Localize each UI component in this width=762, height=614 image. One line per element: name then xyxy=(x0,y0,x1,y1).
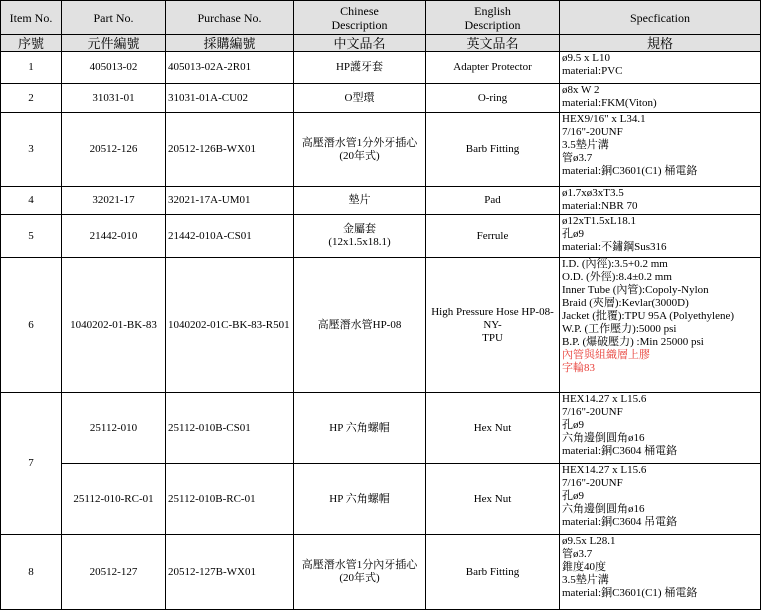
part-no-cell: 405013-02 xyxy=(62,52,166,84)
specification-cell xyxy=(560,215,761,258)
specification-cell xyxy=(560,464,761,535)
header-zh-english-name: 英文品名 xyxy=(426,35,560,52)
spec-line: O.D. (外徑):8.4±0.2 mm xyxy=(562,271,672,283)
spec-line: 7/16"-20UNF xyxy=(562,126,623,138)
table-row xyxy=(1,113,761,187)
header-purchase-no: Purchase No. xyxy=(166,1,294,35)
spec-line: HEX14.27 x L15.6 xyxy=(562,464,647,476)
table-row xyxy=(1,535,761,610)
purchase-no-cell: 405013-02A-2R01 xyxy=(166,52,294,84)
english-description-cell: Hex Nut xyxy=(426,464,560,535)
item-no-cell: 7 xyxy=(1,393,62,535)
spec-line: material:銅C3604 吊電鉻 xyxy=(562,516,678,528)
spec-line: material:銅C3601(C1) 桶電鉻 xyxy=(562,165,698,177)
spec-line: 7/16"-20UNF xyxy=(562,406,623,418)
chinese-description-cell: 墊片 xyxy=(294,187,426,215)
purchase-no-cell: 25112-010B-RC-01 xyxy=(166,464,294,535)
item-no-cell: 3 xyxy=(1,113,62,187)
spec-line: 六角邊倒圓角ø16 xyxy=(562,503,645,515)
spec-note-red: 內管與組織層上膠 xyxy=(562,349,650,361)
spec-line: HEX14.27 x L15.6 xyxy=(562,393,647,405)
specification-cell xyxy=(560,84,761,113)
specification-cell xyxy=(560,535,761,610)
chinese-description-cell: HP 六角螺帽 xyxy=(294,393,426,464)
table-row xyxy=(1,187,761,215)
item-no-cell: 5 xyxy=(1,215,62,258)
purchase-no-cell: 21442-010A-CS01 xyxy=(166,215,294,258)
purchase-no-cell: 32021-17A-UM01 xyxy=(166,187,294,215)
chinese-description-cell: 金屬套 (12x1.5x18.1) xyxy=(294,215,426,258)
header-zh-purchase-no: 採購編號 xyxy=(166,35,294,52)
spec-line: ø9.5x L28.1 xyxy=(562,535,616,547)
table-row xyxy=(1,258,761,393)
spec-line: 3.5墊片溝 xyxy=(562,574,609,586)
table-row xyxy=(1,393,761,464)
header-zh-item-no: 序號 xyxy=(1,35,62,52)
spec-line: material:NBR 70 xyxy=(562,200,638,212)
header-zh-specification: 規格 xyxy=(560,35,761,52)
item-no-cell: 8 xyxy=(1,535,62,610)
spec-line: I.D. (內徑):3.5+0.2 mm xyxy=(562,258,668,270)
spec-line: 孔ø9 xyxy=(562,228,584,240)
chinese-description-cell: HP護牙套 xyxy=(294,52,426,84)
table-row xyxy=(1,215,761,258)
header-zh-part-no: 元件編號 xyxy=(62,35,166,52)
spec-line: Jacket (批覆):TPU 95A (Polyethylene) xyxy=(562,310,734,322)
part-no-cell: 32021-17 xyxy=(62,187,166,215)
specification-cell xyxy=(560,258,761,393)
english-description-cell: Ferrule xyxy=(426,215,560,258)
spec-line: 孔ø9 xyxy=(562,419,584,431)
part-no-cell: 1040202-01-BK-83 xyxy=(62,258,166,393)
spec-line: W.P. (工作壓力):5000 psi xyxy=(562,323,677,335)
spec-line: material:銅C3604 桶電鉻 xyxy=(562,445,678,457)
spec-line: Braid (夾層):Kevlar(3000D) xyxy=(562,297,689,309)
header-row-english xyxy=(1,1,761,35)
table-row xyxy=(1,464,761,535)
spec-line: 管ø3.7 xyxy=(562,152,593,164)
spec-line: 六角邊倒圓角ø16 xyxy=(562,432,645,444)
spec-line: ø1.7xø3xT3.5 xyxy=(562,187,624,199)
spec-line: material:PVC xyxy=(562,65,623,77)
english-description-cell: High Pressure Hose HP-08-NY- TPU xyxy=(426,258,560,393)
header-row-chinese xyxy=(1,35,761,52)
part-no-cell: 25112-010 xyxy=(62,393,166,464)
spec-line: 錐度40度 xyxy=(562,561,606,573)
spec-note-red: 字輪83 xyxy=(562,362,595,374)
english-description-cell: Barb Fitting xyxy=(426,535,560,610)
item-no-cell: 1 xyxy=(1,52,62,84)
spec-line: Inner Tube (內管):Copoly-Nylon xyxy=(562,284,709,296)
purchase-no-cell: 31031-01A-CU02 xyxy=(166,84,294,113)
english-description-cell: Pad xyxy=(426,187,560,215)
spec-line: 孔ø9 xyxy=(562,490,584,502)
header-item-no: Item No. xyxy=(1,1,62,35)
header-chinese-description: Chinese Description xyxy=(294,1,426,35)
chinese-description-cell: 高壓潛水管1分內牙插心 (20年式) xyxy=(294,535,426,610)
spec-line: material:不鏽鋼Sus316 xyxy=(562,241,667,253)
table-row xyxy=(1,52,761,84)
header-zh-chinese-name: 中文品名 xyxy=(294,35,426,52)
english-description-cell: O-ring xyxy=(426,84,560,113)
spec-line: HEX9/16" x L34.1 xyxy=(562,113,646,125)
specification-cell xyxy=(560,393,761,464)
spec-line: ø9.5 x L10 xyxy=(562,52,610,64)
item-no-cell: 4 xyxy=(1,187,62,215)
part-no-cell: 20512-126 xyxy=(62,113,166,187)
spec-line: 管ø3.7 xyxy=(562,548,593,560)
part-no-cell: 20512-127 xyxy=(62,535,166,610)
spec-line: ø12xT1.5xL18.1 xyxy=(562,215,636,227)
header-english-description: English Description xyxy=(426,1,560,35)
spec-line: material:銅C3601(C1) 桶電鉻 xyxy=(562,587,698,599)
chinese-description-cell: O型環 xyxy=(294,84,426,113)
spec-line: B.P. (爆破壓力) :Min 25000 psi xyxy=(562,336,704,348)
chinese-description-cell: 高壓潛水管HP-08 xyxy=(294,258,426,393)
specification-cell xyxy=(560,113,761,187)
purchase-no-cell: 1040202-01C-BK-83-R501 xyxy=(166,258,294,393)
spec-line: material:FKM(Viton) xyxy=(562,97,657,109)
part-no-cell: 31031-01 xyxy=(62,84,166,113)
item-no-cell: 2 xyxy=(1,84,62,113)
specification-cell xyxy=(560,52,761,84)
spec-line: 7/16"-20UNF xyxy=(562,477,623,489)
part-no-cell: 25112-010-RC-01 xyxy=(62,464,166,535)
purchase-no-cell: 20512-126B-WX01 xyxy=(166,113,294,187)
specification-cell xyxy=(560,187,761,215)
header-specification: Specfication xyxy=(560,1,761,35)
item-no-cell: 6 xyxy=(1,258,62,393)
english-description-cell: Adapter Protector xyxy=(426,52,560,84)
part-no-cell: 21442-010 xyxy=(62,215,166,258)
table-row xyxy=(1,84,761,113)
purchase-no-cell: 25112-010B-CS01 xyxy=(166,393,294,464)
english-description-cell: Barb Fitting xyxy=(426,113,560,187)
purchase-no-cell: 20512-127B-WX01 xyxy=(166,535,294,610)
chinese-description-cell: 高壓潛水管1分外牙插心 (20年式) xyxy=(294,113,426,187)
chinese-description-cell: HP 六角螺帽 xyxy=(294,464,426,535)
header-part-no: Part No. xyxy=(62,1,166,35)
english-description-cell: Hex Nut xyxy=(426,393,560,464)
spec-line: ø8x W 2 xyxy=(562,84,600,96)
spec-line: 3.5墊片溝 xyxy=(562,139,609,151)
